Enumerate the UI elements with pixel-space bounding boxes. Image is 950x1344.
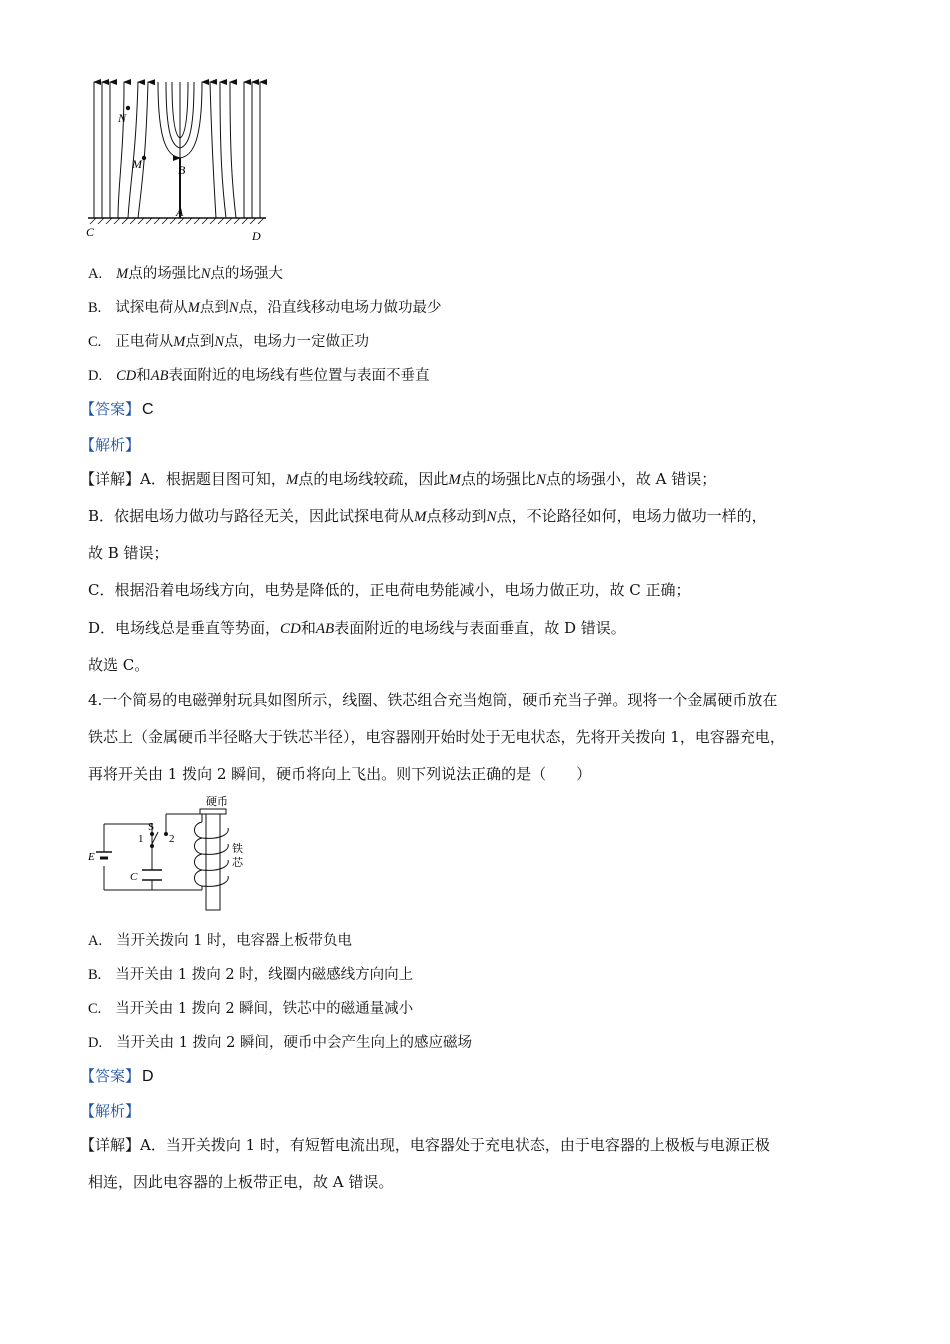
label-a: A: [176, 205, 184, 219]
q3-analysis-tag: 【解析】: [80, 436, 141, 454]
q3-conclusion: 故选 C。: [88, 656, 150, 674]
q3-option-b: B. 试探电荷从M点到N点，沿直线移动电场力做功最少: [88, 300, 442, 316]
coil-gun-circuit-figure: [86, 794, 256, 914]
q4-detail-line-1: 【详解】A．当开关拨向 1 时，有短暂电流出现，电容器处于充电状态，由于电容器的上极板与电源正极: [80, 1136, 770, 1154]
core-label-1: 铁: [232, 843, 243, 855]
switch-pos-2: 2: [169, 833, 175, 845]
q4-stem-line-2: 铁芯上（金属硬币半径略大于铁芯半径），电容器刚开始时处于无电状态，先将开关拨向 1，电容器充电，: [88, 728, 785, 746]
core-label-2: 芯: [232, 857, 243, 869]
coin-label: 硬币: [206, 796, 228, 808]
q4-option-b: B. 当开关由 1 拨向 2 时，线圈内磁感线方向向上: [88, 967, 414, 983]
q3-detail-line-3: 故 B 错误；: [88, 544, 169, 562]
q4-option-a: A. 当开关拨向 1 时，电容器上板带负电: [88, 933, 353, 949]
q4-stem-line-3: 再将开关由 1 拨向 2 瞬间，硬币将向上飞出。则下列说法正确的是（ ）: [88, 765, 592, 783]
q3-detail-line-5: D．电场线总是垂直等势面，CD和AB表面附近的电场线与表面垂直，故 D 错误。: [88, 619, 626, 637]
electric-field-figure: [84, 74, 274, 244]
label-m: M: [132, 157, 142, 171]
label-c: C: [86, 225, 95, 239]
q4-detail-line-2: 相连，因此电容器的上板带正电，故 A 错误。: [88, 1173, 394, 1191]
switch-pos-1: 1: [138, 833, 144, 845]
label-d: D: [252, 229, 261, 243]
answer-value: D: [142, 1068, 154, 1085]
q4-option-c: C. 当开关由 1 拨向 2 瞬间，铁芯中的磁通量减小: [88, 1001, 414, 1017]
capacitor-label: C: [130, 871, 138, 883]
q3-option-d: D. CD和AB表面附近的电场线有些位置与表面不垂直: [88, 368, 430, 384]
q4-analysis-tag: 【解析】: [80, 1102, 141, 1120]
battery-label: E: [88, 851, 95, 863]
answer-value: C: [142, 401, 154, 418]
label-n: N: [118, 111, 127, 125]
q3-option-c: C. 正电荷从M点到N点，电场力一定做正功: [88, 334, 370, 350]
q3-detail-line-4: C．根据沿着电场线方向，电势是降低的，正电荷电势能减小，电场力做正功，故 C 正确；: [88, 581, 691, 599]
q4-stem-line-1: 4.一个简易的电磁弹射玩具如图所示，线圈、铁芯组合充当炮筒，硬币充当子弹。现将一个金属硬币放在: [88, 691, 778, 709]
switch-label: S: [148, 821, 155, 833]
q3-option-a: A. M点的场强比N点的场强大: [88, 266, 283, 282]
q3-detail-line-2: B．依据电场力做功与路径无关，因此试探电荷从M点移动到N点，不论路径如何，电场力做功一样的，: [88, 507, 767, 525]
q4-option-d: D. 当开关由 1 拨向 2 瞬间，硬币中会产生向上的感应磁场: [88, 1035, 472, 1051]
answer-tag: 【答案】: [80, 400, 141, 418]
q3-answer: [80, 399, 154, 420]
q3-detail-line-1: 【详解】A．根据题目图可知，M点的电场线较疏，因此M点的场强比N点的场强小，故 A 错误；: [80, 470, 717, 488]
answer-tag: 【答案】: [80, 1067, 141, 1085]
label-b: B: [178, 163, 186, 177]
q4-answer: [80, 1066, 154, 1087]
